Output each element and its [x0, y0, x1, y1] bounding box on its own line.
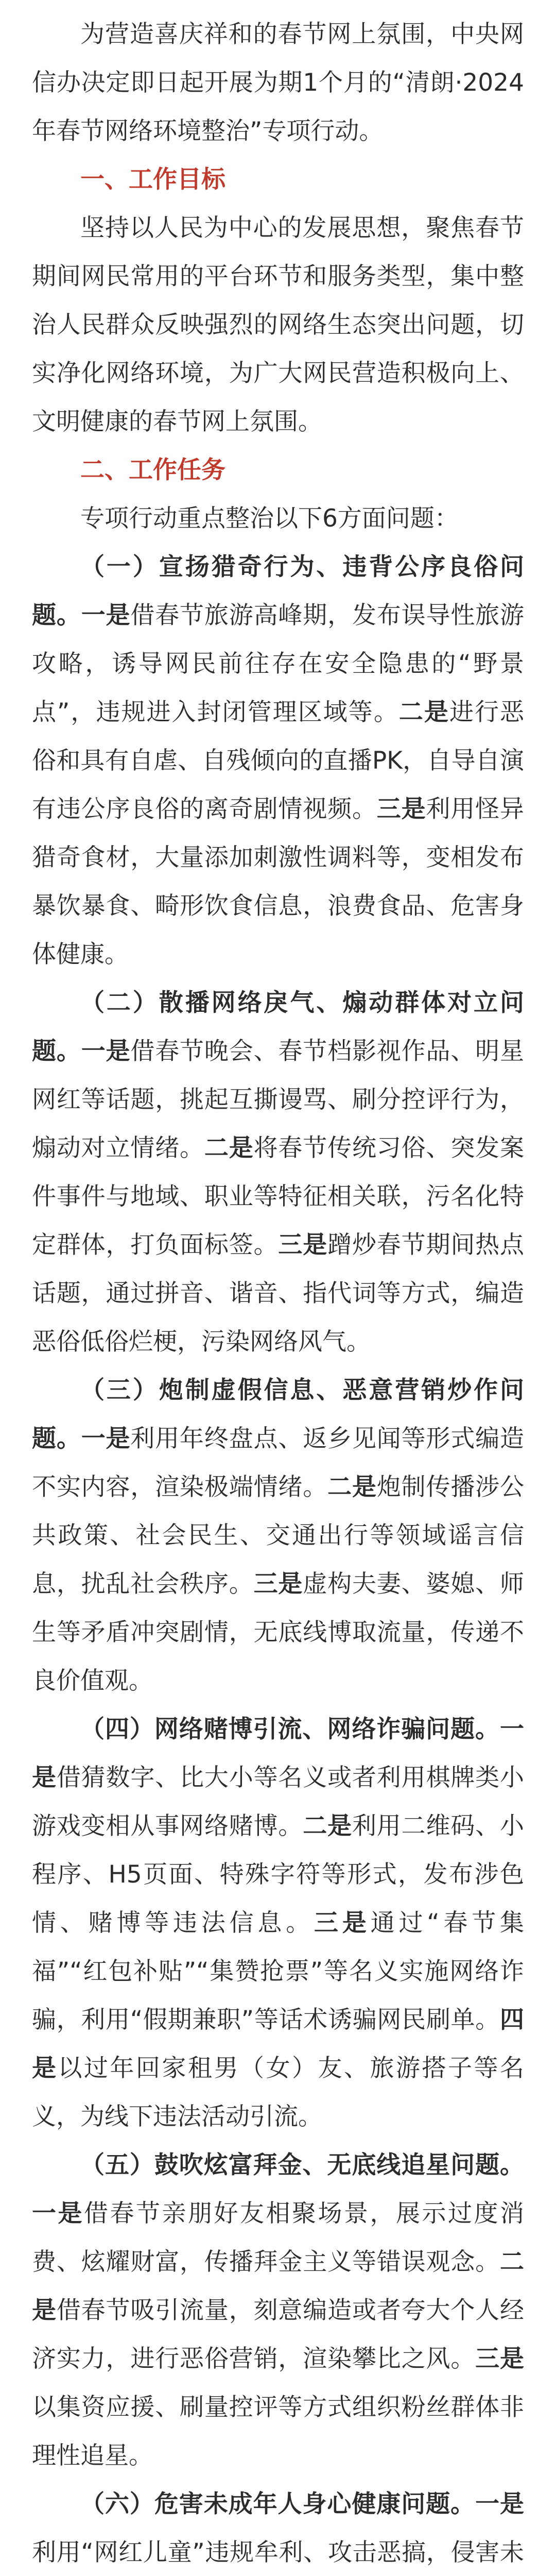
item-text: 利用年终盘点、返乡见闻等形式编造不实内容，渲染极端情绪。 — [32, 1425, 525, 1501]
item-ordinal: 一是 — [81, 1425, 131, 1453]
item-text: 借春节亲朋好友相聚场景，展示过度消费、炫耀财富，传播拜金主义等错误观念。 — [32, 2199, 524, 2276]
item-ordinal: 二是 — [327, 1473, 377, 1501]
item-ordinal: 三是 — [253, 1570, 303, 1598]
item-lead: （二）散播网络戾气、煽动群体对立问题。 — [32, 989, 524, 1065]
task-item — [32, 2141, 524, 2480]
item-text: 通过“春节集福”“红包补贴”“集赞抢票”等名义实施网络诈骗，利用“假期兼职”等话术诱骗网民刷单。 — [32, 1909, 525, 2034]
task-item — [32, 2480, 524, 2576]
intro-paragraph: 为营造喜庆祥和的春节网上氛围，中央网信办决定即日起开展为期1个月的“清朗·2024年春节网络环境整治”专项行动。 — [32, 20, 524, 145]
item-ordinal: 一是 — [81, 1037, 131, 1065]
item-text: 以集资应援、刷量控评等方式组织粉丝群体非理性追星。 — [32, 2393, 524, 2470]
item-ordinal: 二是 — [303, 1812, 352, 1840]
item-ordinal: 三是 — [314, 1909, 371, 1937]
item-lead: （四）网络赌博引流、网络诈骗问题。 — [80, 1715, 500, 1743]
item-lead: （三）炮制虚假信息、恶意营销炒作问题。 — [32, 1376, 524, 1453]
item-ordinal: 三是 — [475, 2345, 525, 2373]
item-ordinal: 三是 — [278, 1231, 328, 1259]
item-text: 炮制传播涉公共政策、社会民生、交通出行等领域谣言信息，扰乱社会秩序。 — [32, 1473, 525, 1598]
item-ordinal: 二是 — [204, 1134, 254, 1162]
task-item — [32, 979, 524, 1366]
item-ordinal: 一是 — [32, 2199, 84, 2228]
task-item — [32, 1366, 524, 1705]
item-text: 虚构夫妻、婆媳、师生等矛盾冲突剧情，无底线博取流量，传递不良价值观。 — [32, 1570, 525, 1695]
paragraph: 坚持以人民为中心的发展思想，聚焦春节期间网民常用的平台环节和服务类型，集中整治人民群众反映强烈的网络生态突出问题，切实净化网络环境，为广大网民营造积极向上、文明健康的春节网上氛围。 — [32, 214, 524, 436]
item-ordinal: 一是 — [81, 601, 131, 630]
item-text: 借春节吸引流量，刻意编造或者夸大个人经济实力，进行恶俗营销，渲染攀比之风。 — [32, 2296, 525, 2373]
item-ordinal: 二是 — [398, 698, 449, 726]
item-text: 利用二维码、小程序、H5页面、特殊字符等形式，发布涉色情、赌博等违法信息。 — [32, 1812, 525, 1937]
task-item — [32, 1705, 524, 2141]
item-text: 借春节旅游高峰期，发布误导性旅游攻略，诱导网民前往存在安全隐患的“野景点”，违规进入封闭管理区域等。 — [32, 601, 525, 726]
item-ordinal: 三是 — [376, 795, 426, 823]
section-heading: 二、工作任务 — [80, 456, 225, 484]
item-text: 以过年回家租男（女）友、旅游搭子等名义，为线下违法活动引流。 — [32, 2054, 524, 2131]
item-text: 借春节晚会、春节档影视作品、明星网红等话题，挑起互撕谩骂、刷分控评行为，煽动对立情绪。 — [32, 1037, 525, 1162]
item-lead: （六）危害未成年人身心健康问题。 — [80, 2490, 476, 2518]
item-ordinal: 一是 — [475, 2490, 525, 2518]
item-text: 蹭炒春节期间热点话题，通过拼音、谐音、指代词等方式，编造恶俗低俗烂梗，污染网络风气。 — [32, 1231, 525, 1356]
paragraph: 专项行动重点整治以下6方面问题： — [80, 504, 459, 533]
section-heading: 一、工作目标 — [80, 165, 225, 194]
item-text: 利用怪异猎奇食材，大量添加刺激性调料等，变相发布暴饮暴食、畸形饮食信息，浪费食品、危害身体健康。 — [32, 795, 525, 969]
item-ordinal: 四是 — [32, 2006, 524, 2082]
item-ordinal: 二是 — [32, 2248, 524, 2325]
item-text: 利用“网红儿童”违规牟利、攻击恶搞，侵害未 — [32, 2538, 524, 2567]
item-text: 借猜数字、比大小等名义或者利用棋牌类小游戏变相从事网络赌博。 — [32, 1764, 525, 1840]
item-lead: （五）鼓吹炫富拜金、无底线追星问题。 — [80, 2151, 524, 2179]
item-text: 进行恶俗和具有自虐、自残倾向的直播PK，自导自演有违公序良俗的离奇剧情视频。 — [32, 698, 525, 823]
article-body — [32, 156, 524, 2576]
item-lead: （一）宣扬猎奇行为、违背公序良俗问题。 — [32, 553, 524, 630]
item-text: 将春节传统习俗、突发案件事件与地域、职业等特征相关联，污名化特定群体，打负面标签。 — [32, 1134, 525, 1259]
item-ordinal: 一是 — [32, 1715, 524, 1792]
task-item — [32, 543, 524, 979]
